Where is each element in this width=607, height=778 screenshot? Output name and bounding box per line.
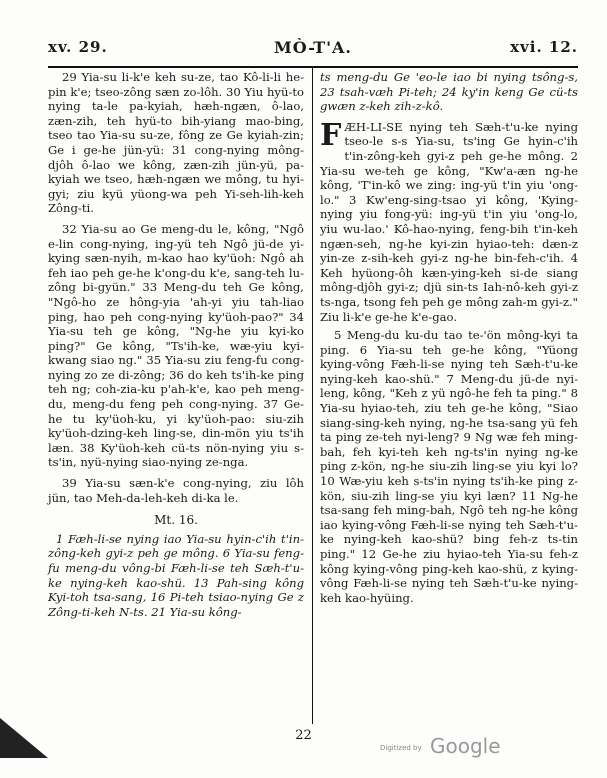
running-header <box>48 38 578 60</box>
paragraph-1: 29 Yia-su li-k'e keh su-ze, tao Kô-li-li he-pin k'e; tseo-zông sæn zo-lôh. 30 Yiu hyü-to nying ta-le pa-kyiah, hæh-ngæn, ô-lao, zæn-zih, teh hyü-to bih-yiang mao-bing, tseo tao Yia-su su-ze, fông ze Ge kyiah-zin; Ge i ge-he jün-yü: 31 cong-nying mông-djôh ô-lao we kông, zæn-zih jün-yü, pa-kyiah we tseo, hæh-ngæn we mông, tu hyi-gyi; ziu kyü yüong-wa peh Yi-seh-lih-keh Zông-ti. <box>48 70 304 216</box>
verse-block-right <box>320 117 578 606</box>
google-logo: Google <box>430 734 501 758</box>
right-column <box>320 70 578 605</box>
header-rule <box>48 66 578 68</box>
chapter-heading: Mt. 16. <box>154 513 198 528</box>
header-chapter-right: xvi. 12. <box>510 38 578 56</box>
column-divider <box>312 68 313 724</box>
left-column <box>48 70 304 619</box>
watermark-prefix: Digitized by <box>380 744 422 752</box>
drop-cap: F <box>320 117 342 153</box>
chapter-summary-continued: ts meng-du Ge 'eo-le iao bi nying tsông-s, 23 tsah-væh Pi-teh; 24 ky'in keng Ge cü-ts gwæn z-keh zih-z-kô. <box>320 70 578 114</box>
paragraph-2: 32 Yia-su ao Ge meng-du le, kông, "Ngô e-lin cong-nying, ing-yü teh Ngô jü-de yi-kying sæn-nyih, m-kao hao ky'üoh: Ngô ah feh iao peh ge-he k'ong-du k'e, sang-teh lu-zông bi-gyün." 33 Meng-du teh Ge kông, "Ngô-ho ze hông-yia 'ah-yi yiu tah-liao ping, hao peh cong-nying ky'üoh-pao?" 34 Yia-su teh ge kông, "Ng-he yiu kyi-ko ping?" Ge kông, "Ts'ih-ke, wæ-yiu kyi-kwang siao ng." 35 Yia-su ziu feng-fu cong-nying zo ze di-zông; 36 do keh ts'ih-ke ping teh ng; coh-zia-ku p'ah-k'e, kao peh meng-du, meng-du feng peh cong-nying. 37 Ge-he tu ky'üoh-ku, yi ky'üoh-pao: siu-zih ky'üoh-dzing-keh ling-se, din-mön yiu ts'ih læn. 38 Ky'üoh-keh cü-ts nön-nying yiu s-ts'in, nyü-nying siao-nying ze-nga. <box>48 221 304 470</box>
page-corner-shadow <box>0 718 48 758</box>
paragraph-right-2: 5 Meng-du ku-du tao te-'ön mông-kyi ta ping. 6 Yia-su teh ge-he kông, "Yüong kying-vông Fæh-li-se nying teh Sæh-t'u-ke nying-keh kao-shü." 7 Meng-du jü-de nyi-leng, kông, "Keh z yü ngô-he feh ta ping." 8 Yia-su hyiao-teh, ziu teh ge-he kông, "Siao siang-sing-keh nying, ng-he tsa-sang yü feh ta ping ze-teh nyi-leng? 9 Ng wæ feh ming-bah, feh kyi-teh keh ng-ts'in nying ng-ke ping z-kön, ng-he siu-zih ling-se yiu kyi lo? 10 Wæ-yiu keh s-ts'in nying ts'ih-ke ping z-kön, siu-zih ling-se yiu kyi læn? 11 Ng-he tsa-sang feh ming-bah, Ngô teh ng-he kông iao kying-vông Fæh-li-se nying teh Sæh-t'u-ke nying-keh kao-shü? bing feh-z ts-tin ping." 12 Ge-he ziu hyiao-teh Yia-su feh-z kông kying-vông ping-keh kao-shü, z kying-vông Fæh-li-se nying teh Sæh-t'u-ke nying-keh kao-hyüing. <box>320 328 578 605</box>
header-book-title: MÒ-T'A. <box>273 38 352 57</box>
verse-block <box>48 70 304 505</box>
header-chapter-left: xv. 29. <box>48 38 108 56</box>
paragraph-3: 39 Yia-su sæn-k'e cong-nying, ziu lôh jün, tao Meh-da-leh-keh di-ka le. <box>48 476 304 505</box>
paragraph-right-1: ÆH-LI-SE nying teh Sæh-t'u-ke nying tseo-le s-s Yia-su, ts'ing Ge hyin-c'ih t'in-zông-keh gyi-z peh ge-he mông. 2 Yia-su we-teh ge kông, "Kw'a-æn ng-he kông, 'T'in-kô we zing: ing-yü t'in yiu 'ong-lo." 3 Kw'eng-sing-tsao yi kông, 'Kying-nying yiu fong-yü: ing-yü t'in yiu 'ong-lo, yiu wu-lao.' Kô-hao-nying, feng-bih t'in-keh ngæn-seh, ng-he kyi-zin hyiao-teh: dæn-z yin-ze z-sih-keh gyi-z ng-he bin-feh-c'ih. 4 Keh hyüong-ôh kæn-ying-keh si-de siang mông-djôh gyi-z; djü sin-ts Iah-nô-keh gyi-z ts-nga, tsong feh peh ge mông zah-m gyi-z." Ziu li-k'e ge-he k'e-gao. <box>320 119 578 324</box>
chapter-summary: 1 Fæh-li-se nying iao Yia-su hyin-c'ih t'in-zông-keh gyi-z peh ge mông. 6 Yia-su feng-fu meng-du vông-bi Fæh-li-se teh Sæh-t'u-ke nying-keh kao-shü. 13 Pah-sing kông Kyi-toh tsa-sang, 16 Pi-teh tsiao-nying Ge z Zông-ti-keh N-ts. 21 Yia-su kông- <box>48 531 304 619</box>
google-watermark <box>380 734 510 756</box>
page-number: 22 <box>295 728 312 743</box>
